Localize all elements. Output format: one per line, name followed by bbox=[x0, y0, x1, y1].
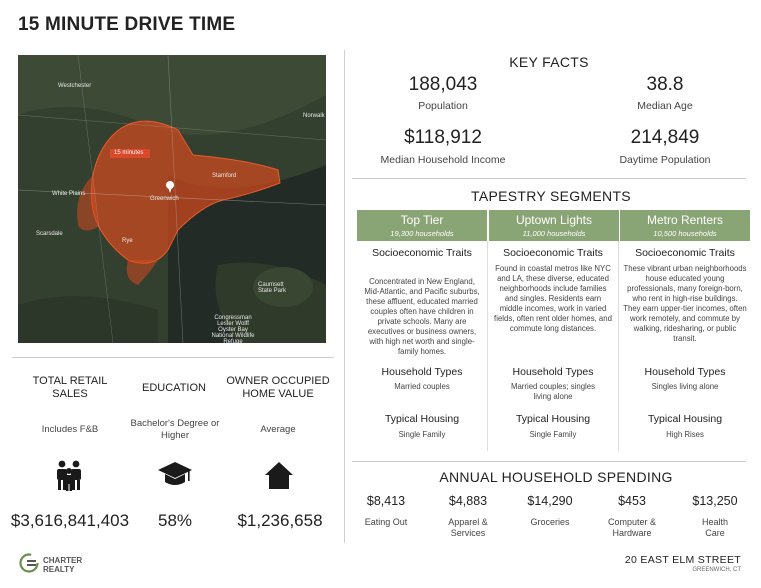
left-divider bbox=[12, 357, 334, 358]
household-types-text: Married couples; singles living alone bbox=[510, 382, 596, 401]
typical-housing-text: Single Family bbox=[398, 430, 446, 439]
household-types-heading: Household Types bbox=[644, 366, 726, 378]
spending-label: Computer & Hardware bbox=[607, 517, 657, 538]
traits-heading: Socioeconomic Traits bbox=[503, 247, 603, 259]
map-label-westchester: Westchester bbox=[58, 83, 92, 89]
stat-value-home-value: $1,236,658 bbox=[237, 511, 323, 530]
key-fact-label-daytime-pop: Daytime Population bbox=[619, 154, 711, 166]
segment-households: 19,300 households bbox=[390, 229, 454, 238]
key-fact-label-population: Population bbox=[418, 100, 468, 112]
traits-text: Concentrated in New England, Mid-Atlantic, and Pacific suburbs, these affluent, educated married couples often have children in private schools. Many are executives or business owners, with high net worth and single-family homes. bbox=[364, 277, 480, 356]
typical-housing-heading: Typical Housing bbox=[515, 413, 591, 425]
traits-heading: Socioeconomic Traits bbox=[372, 247, 472, 259]
charter-realty-logo-text bbox=[43, 556, 82, 574]
map-label-caumsett: Caumsett State Park bbox=[258, 282, 287, 294]
map-label-oyster-bay: Congressman Lester Wolff Oyster Bay National Wildlife Refuge bbox=[211, 315, 255, 343]
graduation-cap-icon bbox=[157, 460, 193, 488]
key-fact-label-median-age: Median Age bbox=[637, 100, 693, 112]
map-label-norwalk: Norwalk bbox=[303, 113, 325, 119]
stat-sub-education: Bachelor's Degree or Higher bbox=[130, 418, 220, 441]
map-label-stamford: Stamford bbox=[212, 173, 237, 179]
segment-header bbox=[357, 210, 487, 241]
key-fact-label-income: Median Household Income bbox=[380, 154, 506, 166]
map-label-scarsdale: Scarsdale bbox=[36, 231, 63, 237]
typical-housing-heading: Typical Housing bbox=[384, 413, 460, 425]
segment-households: 11,000 households bbox=[522, 229, 586, 238]
segment-header bbox=[620, 210, 750, 241]
typical-housing-text: Single Family bbox=[529, 430, 577, 439]
spending-value: $4,883 bbox=[448, 494, 488, 508]
segment-name: Metro Renters bbox=[646, 213, 724, 227]
key-facts-divider bbox=[352, 178, 746, 179]
spending-label: Eating Out bbox=[364, 517, 408, 527]
charter-realty-logo-icon bbox=[18, 552, 40, 574]
logo-text-line-2: REALTY bbox=[43, 565, 75, 574]
household-types-text: Married couples bbox=[394, 382, 450, 391]
tapestry-heading: TAPESTRY SEGMENTS bbox=[471, 188, 631, 204]
segment-divider bbox=[487, 241, 488, 451]
segment-divider bbox=[618, 241, 619, 451]
house-icon bbox=[264, 460, 294, 490]
typical-housing-heading: Typical Housing bbox=[647, 413, 723, 425]
logo-text-line-1: CHARTER bbox=[43, 556, 83, 565]
tapestry-segment-metro-renters bbox=[620, 210, 750, 241]
spending-label: Health Care bbox=[701, 517, 728, 538]
key-fact-value-median-age: 38.8 bbox=[646, 74, 684, 95]
segment-name: Top Tier bbox=[400, 213, 444, 227]
drive-time-map[interactable] bbox=[18, 55, 326, 343]
spending-heading: ANNUAL HOUSEHOLD SPENDING bbox=[439, 469, 673, 485]
people-icon bbox=[52, 458, 86, 492]
spending-value: $8,413 bbox=[366, 494, 406, 508]
key-fact-value-daytime-pop: 214,849 bbox=[630, 127, 700, 148]
key-fact-value-income: $118,912 bbox=[404, 127, 482, 148]
footer-city: GREENWICH, CT bbox=[692, 567, 741, 573]
household-types-heading: Household Types bbox=[381, 366, 463, 378]
spending-value: $13,250 bbox=[692, 494, 738, 508]
tapestry-segment-top-tier bbox=[357, 210, 487, 241]
spending-label: Groceries bbox=[530, 517, 570, 527]
spending-value: $14,290 bbox=[527, 494, 573, 508]
traits-heading: Socioeconomic Traits bbox=[635, 247, 735, 259]
footer-address: 20 EAST ELM STREET bbox=[624, 554, 741, 566]
map-label-white-plains: White Plains bbox=[52, 191, 86, 197]
stat-value-retail-sales: $3,616,841,403 bbox=[10, 511, 130, 530]
spending-label: Apparel & Services bbox=[448, 517, 488, 538]
segment-name: Uptown Lights bbox=[515, 213, 593, 227]
traits-text: Found in coastal metros like NYC and LA, these diverse, educated neighborhoods include families and singles. Residents earn middle incomes, work in varied fields, often rent older homes, and commute long distances. bbox=[494, 264, 612, 333]
tapestry-divider bbox=[352, 461, 746, 462]
tapestry-segment-uptown-lights bbox=[489, 210, 619, 241]
stat-heading-education: EDUCATION bbox=[142, 382, 206, 394]
stat-value-education: 58% bbox=[157, 511, 193, 530]
key-facts-heading: KEY FACTS bbox=[509, 54, 589, 70]
stat-heading-retail-sales: TOTAL RETAIL SALES bbox=[32, 375, 108, 400]
page-title: 15 MINUTE DRIVE TIME bbox=[18, 14, 236, 35]
traits-text: These vibrant urban neighborhoods house educated young professionals, many foreign-born, who rent in high-rise buildings. They earn upper-tier incomes, often work remotely, and commute by walking, ridesharing, or public transit. bbox=[623, 264, 747, 343]
typical-housing-text: High Rises bbox=[666, 430, 704, 439]
stat-heading-home-value: OWNER OCCUPIED HOME VALUE bbox=[226, 375, 330, 400]
segment-header bbox=[489, 210, 619, 241]
stat-sub-home-value: Average bbox=[260, 424, 296, 435]
household-types-text: Singles living alone bbox=[651, 382, 719, 391]
drive-time-badge: 15 minutes bbox=[114, 150, 144, 156]
segment-households: 10,500 households bbox=[653, 229, 717, 238]
map-label-greenwich: Greenwich bbox=[150, 196, 179, 202]
stat-sub-retail-sales: Includes F&B bbox=[41, 424, 99, 435]
spending-value: $453 bbox=[618, 494, 646, 508]
vertical-divider bbox=[344, 50, 345, 543]
map-label-rye: Rye bbox=[122, 238, 133, 244]
household-types-heading: Household Types bbox=[512, 366, 594, 378]
key-fact-value-population: 188,043 bbox=[408, 74, 478, 95]
